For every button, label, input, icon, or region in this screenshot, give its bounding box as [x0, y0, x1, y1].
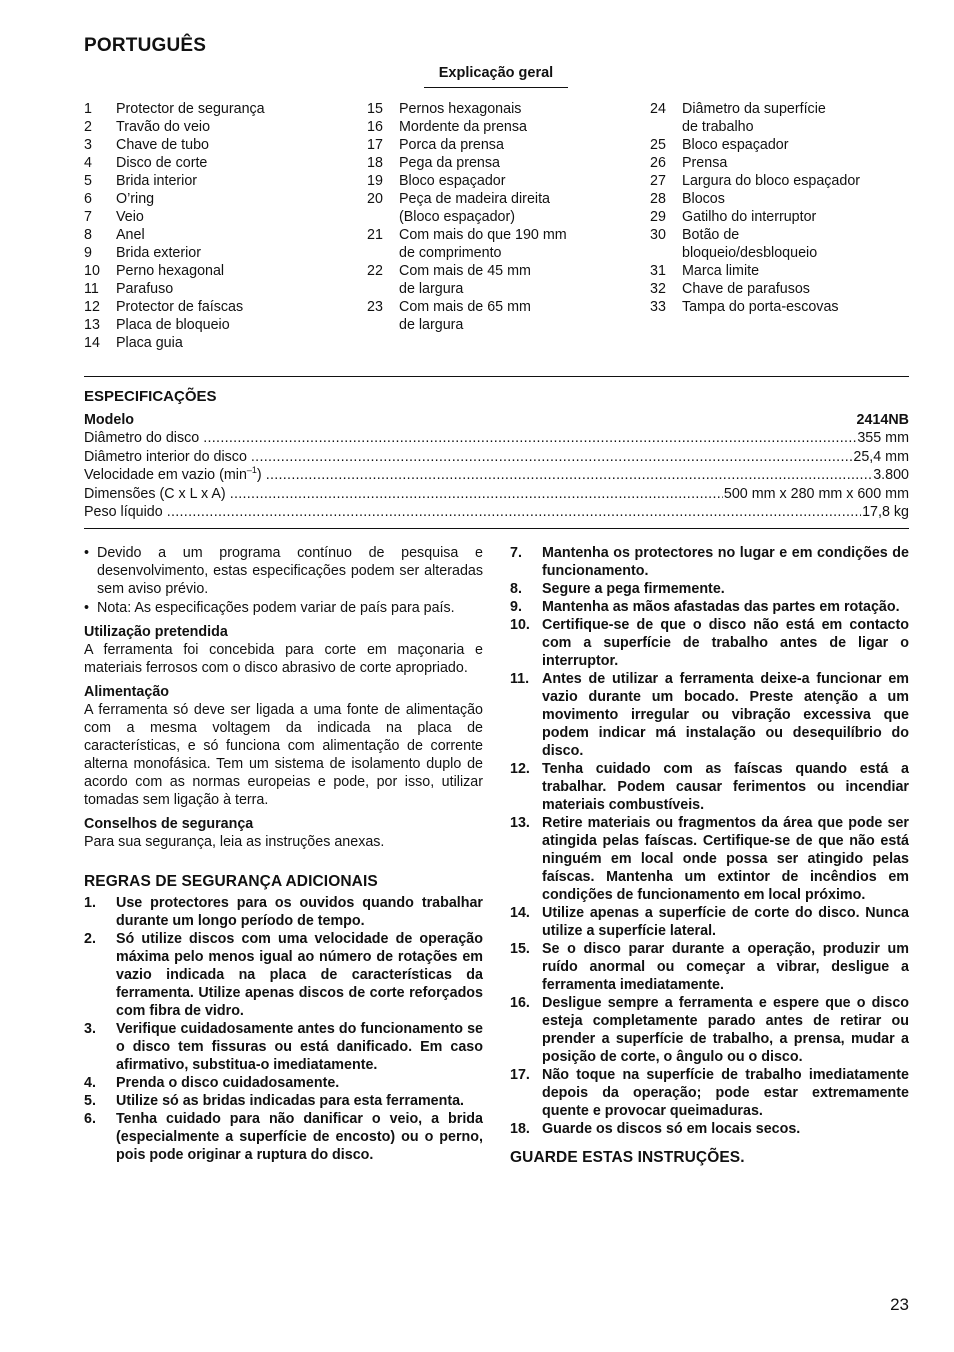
rules-title: REGRAS DE SEGURANÇA ADICIONAIS	[84, 873, 378, 890]
spec-row	[84, 485, 909, 503]
part-item	[84, 334, 334, 352]
note-item	[84, 599, 483, 617]
part-item	[650, 172, 910, 190]
part-item	[367, 136, 627, 154]
part-number: 24	[650, 101, 666, 117]
safety-tips-title: Conselhos de segurança	[84, 816, 254, 832]
spec-label	[84, 485, 226, 503]
part-item	[84, 100, 334, 118]
right-column	[510, 544, 909, 1167]
rule-item	[510, 580, 909, 598]
rule-item	[510, 1120, 909, 1138]
part-item	[367, 190, 627, 226]
spec-label	[84, 429, 199, 447]
rule-text: Só utilize discos com uma velocidade de operação máxima pelo menos igual ao número de rotações em vazio indicada na placa de características da ferramenta. Utilize apenas discos de corte reforçados com fibra de vidro.	[116, 931, 483, 1019]
rule-text: Guarde os discos só em locais secos.	[542, 1121, 801, 1137]
part-label: Chave de tubo	[116, 137, 209, 153]
spec-row	[84, 503, 909, 521]
part-label: Disco de corte	[116, 155, 208, 171]
bullet-dot: •	[84, 545, 90, 561]
rule-item	[510, 994, 909, 1066]
rule-item	[84, 1074, 483, 1092]
rule-number: 11.	[510, 671, 530, 687]
rule-text: Use protectores para os ouvidos quando trabalhar durante um longo período de tempo.	[116, 895, 483, 929]
rule-number: 3.	[84, 1021, 96, 1037]
specs-table	[84, 411, 909, 521]
rule-item	[510, 598, 909, 616]
divider	[84, 528, 909, 529]
part-item	[84, 244, 334, 262]
part-item	[84, 172, 334, 190]
part-number: 6	[84, 191, 92, 207]
part-item	[650, 208, 910, 226]
part-label: Com mais de 45 mm de largura	[399, 263, 531, 297]
part-label: Placa de bloqueio	[116, 317, 230, 333]
part-label: O’ring	[116, 191, 155, 207]
part-item	[84, 280, 334, 298]
part-label: Placa guia	[116, 335, 183, 351]
part-number: 28	[650, 191, 666, 207]
rule-item	[510, 814, 909, 904]
divider	[84, 376, 909, 377]
part-item	[84, 118, 334, 136]
rule-text: Retire materiais ou fragmentos da área que pode ser atingida pelas faíscas. Certifique-se de que não está ninguém em local onde possa ser atingido pelas faíscas. Mantenha um extintor de incêndios em condições de funcionamento em local próximo.	[542, 815, 909, 903]
parts-list-column-1	[84, 100, 334, 352]
rule-number: 18.	[510, 1121, 530, 1137]
part-item	[367, 226, 627, 262]
part-label: Com mais de 65 mm de largura	[399, 299, 531, 333]
rule-text: Se o disco parar durante a operação, produzir um ruído anormal ou começar a vibrar, desligue a ferramenta imediatamente.	[542, 941, 909, 993]
part-item	[84, 136, 334, 154]
part-number: 17	[367, 137, 383, 153]
spec-label-text: Diâmetro interior do disco	[84, 448, 247, 465]
part-label: Botão de bloqueio/desbloqueio	[682, 227, 818, 261]
spec-label	[84, 448, 247, 466]
spec-label	[84, 466, 262, 484]
note-text: Devido a um programa contínuo de pesquisa e desenvolvimento, estas especificações podem ser alteradas sem aviso prévio.	[97, 545, 483, 597]
rule-number: 17.	[510, 1067, 530, 1083]
part-item	[650, 280, 910, 298]
part-number: 12	[84, 299, 100, 315]
dot-leader	[230, 485, 723, 503]
part-label: Pernos hexagonais	[399, 101, 522, 117]
note-text: Nota: As especificações podem variar de país para país.	[97, 600, 455, 616]
part-item	[650, 136, 910, 154]
language-title: PORTUGUÊS	[84, 35, 207, 56]
part-label: Diâmetro da superfície de trabalho	[682, 101, 826, 135]
rule-number: 1.	[84, 895, 96, 911]
part-number: 30	[650, 227, 666, 243]
rule-text: Certifique-se de que o disco não está em contacto com a superfície de trabalho antes de ligar o interruptor.	[542, 617, 909, 669]
spec-label-text: Dimensões (C x L x A)	[84, 485, 226, 502]
safety-tips-text: Para sua segurança, leia as instruções anexas.	[84, 834, 385, 850]
part-number: 21	[367, 227, 383, 243]
spec-label	[84, 503, 163, 521]
part-number: 7	[84, 209, 92, 225]
part-item	[84, 190, 334, 208]
part-number: 9	[84, 245, 92, 261]
rule-item	[510, 1066, 909, 1120]
part-number: 18	[367, 155, 383, 171]
rule-item	[84, 1020, 483, 1074]
part-number: 16	[367, 119, 383, 135]
rule-number: 7.	[510, 545, 522, 561]
part-label: Pega da prensa	[399, 155, 500, 171]
part-label: Parafuso	[116, 281, 174, 297]
part-number: 1	[84, 101, 92, 117]
part-item	[650, 298, 910, 316]
part-label: Anel	[116, 227, 145, 243]
rule-number: 2.	[84, 931, 96, 947]
rule-text: Utilize apenas a superfície de corte do disco. Nunca utilize a superfície lateral.	[542, 905, 909, 939]
rules-list-left	[84, 894, 483, 1164]
spec-label-tail: )	[256, 467, 262, 484]
part-item	[367, 262, 627, 298]
part-item	[367, 172, 627, 190]
part-item	[650, 190, 910, 208]
part-label: Chave de parafusos	[682, 281, 810, 297]
rule-text: Antes de utilizar a ferramenta deixe-a funcionar em vazio durante um bocado. Preste atenção a um movimento irregular ou vibração excessiva que podem indicar má instalação ou desequilíbrio do disco.	[542, 671, 909, 759]
part-item	[84, 316, 334, 334]
spec-label-text: Diâmetro do disco	[84, 430, 200, 447]
part-label: Blocos	[682, 191, 725, 207]
part-label: Gatilho do interruptor	[682, 209, 817, 225]
rule-item	[84, 1092, 483, 1110]
spec-value: 17,8 kg	[862, 503, 909, 520]
part-number: 22	[367, 263, 383, 279]
rule-item	[84, 894, 483, 930]
parts-list-column-2	[367, 100, 627, 334]
part-item	[650, 226, 910, 262]
part-item	[650, 262, 910, 280]
power-title: Alimentação	[84, 684, 170, 700]
part-item	[650, 154, 910, 172]
rule-number: 14.	[510, 905, 530, 921]
part-item	[84, 208, 334, 226]
specs-model-row	[84, 411, 909, 429]
part-number: 11	[84, 281, 99, 297]
part-label: Brida interior	[116, 173, 198, 189]
note-item	[84, 544, 483, 598]
rule-item	[510, 670, 909, 760]
part-item	[650, 100, 910, 136]
part-label: Mordente da prensa	[399, 119, 527, 135]
rule-number: 9.	[510, 599, 522, 615]
dot-leader	[266, 466, 873, 484]
part-number: 27	[650, 173, 666, 189]
closing-statement: GUARDE ESTAS INSTRUÇÕES.	[510, 1149, 745, 1166]
rule-number: 5.	[84, 1093, 96, 1109]
rule-text: Não toque na superfície de trabalho imediatamente depois da operação; pode estar extremamente quente e provocar queimaduras.	[542, 1067, 909, 1119]
rule-number: 6.	[84, 1111, 96, 1127]
power-text: A ferramenta só deve ser ligada a uma fonte de alimentação com a mesma voltagem da indicada na placa de características, e só funciona com alimentação de corrente alterna monofásica. Tem um sistema de isolamento duplo de acordo com as normas europeias e pode, por isso, utilizar tomadas sem ligação à terra.	[84, 702, 483, 808]
part-item	[367, 100, 627, 118]
intended-use-title: Utilização pretendida	[84, 624, 228, 640]
part-number: 32	[650, 281, 666, 297]
part-label: Porca da prensa	[399, 137, 504, 153]
rule-item	[84, 1110, 483, 1164]
rules-list-right	[510, 544, 909, 1138]
part-label: Largura do bloco espaçador	[682, 173, 861, 189]
dot-leader	[167, 503, 861, 521]
part-label: Protector de faíscas	[116, 299, 244, 315]
rule-text: Verifique cuidadosamente antes do funcionamento se o disco tem fissuras ou está danificado. Em caso afirmativo, substitua-o imediatamente.	[116, 1021, 483, 1073]
spec-row	[84, 466, 909, 484]
spec-row	[84, 429, 909, 447]
part-number: 26	[650, 155, 666, 171]
part-number: 33	[650, 299, 666, 315]
part-item	[367, 154, 627, 172]
rule-item	[510, 904, 909, 940]
part-label: Marca limite	[682, 263, 760, 279]
part-item	[84, 154, 334, 172]
rule-item	[510, 544, 909, 580]
part-item	[367, 298, 627, 334]
rule-text: Tenha cuidado para não danificar o veio, a brida (especialmente a superfície de encosto) ou o perno, pois pode originar a ruptura do disco.	[116, 1111, 483, 1163]
part-number: 14	[84, 335, 100, 351]
intended-use-text: A ferramenta foi concebida para corte em maçonaria e materiais ferrosos com o disco abrasivo de corte apropriado.	[84, 642, 483, 676]
part-number: 15	[367, 101, 383, 117]
part-label: Com mais do que 190 mm de comprimento	[399, 227, 567, 261]
part-item	[84, 226, 334, 244]
explanation-title: Explicação geral	[424, 64, 568, 88]
rule-number: 16.	[510, 995, 530, 1011]
part-label: Bloco espaçador	[399, 173, 506, 189]
part-number: 19	[367, 173, 383, 189]
part-label: Veio	[116, 209, 144, 225]
part-item	[367, 118, 627, 136]
model-value: 2414NB	[856, 412, 909, 428]
part-number: 5	[84, 173, 92, 189]
part-number: 13	[84, 317, 100, 333]
part-item	[84, 262, 334, 280]
rule-item	[510, 760, 909, 814]
spec-label-text: Peso líquido	[84, 503, 163, 520]
rule-text: Segure a pega firmemente.	[542, 581, 725, 597]
rule-number: 15.	[510, 941, 530, 957]
spec-row	[84, 448, 909, 466]
specs-title: ESPECIFICAÇÕES	[84, 388, 217, 405]
parts-list-column-3	[650, 100, 910, 316]
spec-label-text: Velocidade em vazio (min	[84, 467, 247, 484]
rule-text: Mantenha as mãos afastadas das partes em rotação.	[542, 599, 900, 615]
rule-text: Mantenha os protectores no lugar e em condições de funcionamento.	[542, 545, 909, 579]
part-label: Travão do veio	[116, 119, 211, 135]
part-number: 29	[650, 209, 666, 225]
part-number: 31	[650, 263, 666, 279]
rule-text: Tenha cuidado com as faíscas quando está a trabalhar. Podem causar ferimentos ou incendiar materiais combustíveis.	[542, 761, 909, 813]
part-label: Brida exterior	[116, 245, 202, 261]
part-label: Tampa do porta-escovas	[682, 299, 839, 315]
rule-number: 8.	[510, 581, 522, 597]
part-label: Protector de segurança	[116, 101, 265, 117]
part-label: Bloco espaçador	[682, 137, 789, 153]
rule-number: 10.	[510, 617, 530, 633]
part-number: 3	[84, 137, 92, 153]
rule-item	[510, 940, 909, 994]
part-number: 8	[84, 227, 92, 243]
page-number: 23	[890, 1295, 909, 1314]
spec-value: 3.800	[873, 467, 909, 484]
part-label: Prensa	[682, 155, 728, 171]
part-label: Peça de madeira direita (Bloco espaçador)	[399, 191, 550, 225]
model-label: Modelo	[84, 412, 135, 428]
spec-value: 355 mm	[857, 430, 909, 447]
part-number: 20	[367, 191, 383, 207]
part-number: 25	[650, 137, 666, 153]
rule-item	[510, 616, 909, 670]
spec-value: 25,4 mm	[853, 448, 909, 465]
rule-text: Desligue sempre a ferramenta e espere que o disco esteja completamente parado antes de retirar ou prender a superfície de trabalho, a prensa, mudar a posição de corte, o ângulo ou o disco.	[542, 995, 909, 1065]
dot-leader	[251, 448, 852, 466]
dot-leader	[203, 429, 856, 447]
spec-label-superscript: –1	[246, 465, 257, 476]
part-number: 10	[84, 263, 100, 279]
part-number: 23	[367, 299, 383, 315]
part-number: 4	[84, 155, 92, 171]
rule-text: Utilize só as bridas indicadas para esta ferramenta.	[116, 1093, 465, 1109]
rule-item	[84, 930, 483, 1020]
rule-number: 13.	[510, 815, 530, 831]
left-column	[84, 544, 483, 1164]
rule-text: Prenda o disco cuidadosamente.	[116, 1075, 340, 1091]
part-label: Perno hexagonal	[116, 263, 225, 279]
rule-number: 12.	[510, 761, 530, 777]
rule-number: 4.	[84, 1075, 96, 1091]
part-number: 2	[84, 119, 92, 135]
part-item	[84, 298, 334, 316]
spec-value: 500 mm x 280 mm x 600 mm	[723, 485, 909, 502]
bullet-dot: •	[84, 600, 90, 616]
